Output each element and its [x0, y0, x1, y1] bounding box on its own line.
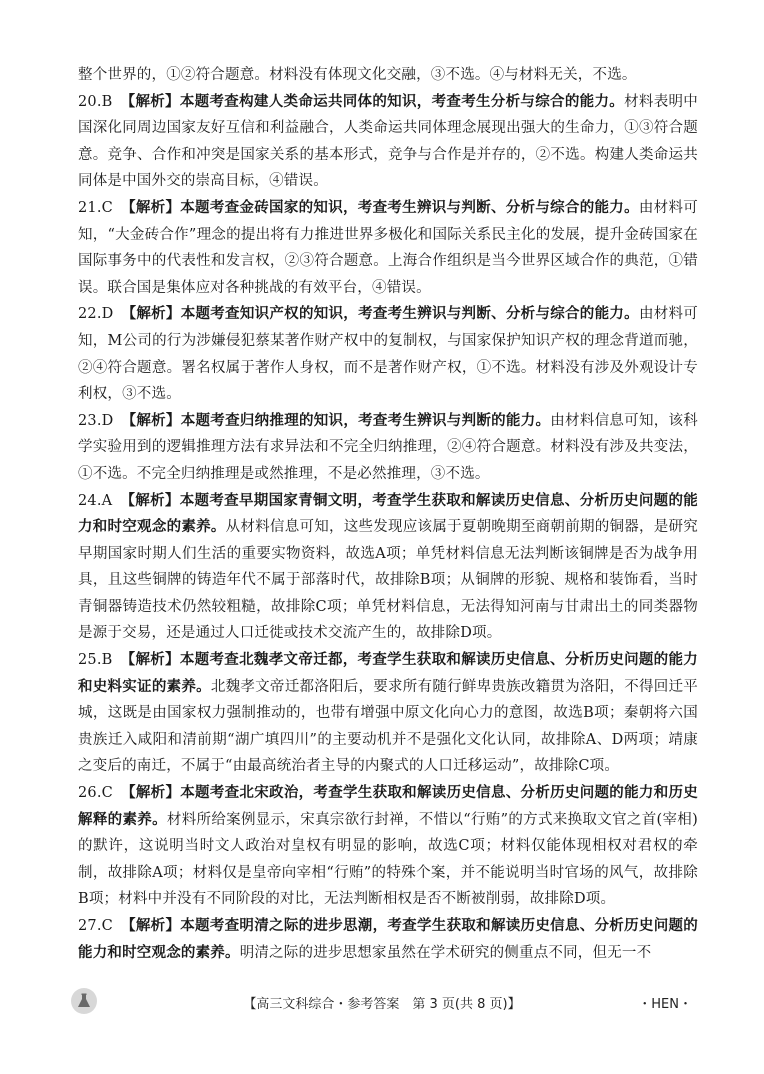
- question-number: 25.: [78, 652, 102, 669]
- analysis-tag: 【解析】: [120, 491, 180, 509]
- answer-letter: C: [101, 918, 113, 934]
- answer-content: [78, 62, 698, 966]
- answer-item: [78, 780, 698, 913]
- answer-letter: A: [101, 492, 113, 509]
- analysis-tag: 【解析】: [120, 917, 181, 934]
- answer-letter: B: [101, 652, 113, 669]
- analysis-detail: 材料表明中国深化同周边国家友好互信和利益融合，人类命运共同体理念展现出强大的生命力，①③符合题意。竞争、合作和冲突是国家关系的基本形式，竞争与合作是并存的，②不选。构建人类命运共同体是中国外交的崇高目标，④错误。: [78, 93, 699, 190]
- analysis-summary: 本题考查明清之际的进步思潮，考查学生获取和解读历史信息、分析历史问题的能力和时空观念的素养。: [78, 917, 698, 961]
- analysis-tag: 【解析】: [120, 651, 180, 669]
- question-number: 23.: [78, 412, 102, 429]
- analysis-detail: 由材料可知，“大金砖合作”理念的提出将有力推进世界多极化和国际关系民主化的发展，提升金砖国家在国际事务中的代表性和发言权，②③符合题意。上海合作组织是当今世界区域合作的典范，①错误。联合国是集体应对各种挑战的有效平台，④错误。: [78, 199, 698, 296]
- analysis-detail: 明清之际的进步思想家虽然在学术研究的侧重点不同，但无一不: [239, 944, 652, 961]
- analysis-summary: 本题考查构建人类命运共同体的知识，考查考生分析与综合的能力。: [179, 92, 625, 110]
- analysis-detail: 北魏孝文帝迁都洛阳后，要求所有随行鲜卑贵族改籍贯为洛阳，不得回迁平城，这既是由国家权力强制推动的，也带有增强中原文化向心力的意图，故选B项；秦朝将六国贵族迁入咸阳和清前期“湖广填四川”的主要动机并不是强化文化认同，故排除A、D两项；靖康之变后的南迁，不属于“由最高统治者主导的内聚式的人口迁移运动”，故排除C项。: [78, 678, 698, 775]
- page-footer: [0, 988, 764, 1028]
- question-number: 26.: [78, 785, 102, 802]
- analysis-summary: 本题考查北宋政治，考查学生获取和解读历史信息、分析历史问题的能力和历史解释的素养。: [78, 784, 698, 828]
- answer-letter: C: [101, 199, 113, 216]
- question-number: 27.: [78, 918, 102, 934]
- answer-item: [78, 195, 698, 301]
- answer-item: [78, 89, 698, 195]
- answer-item: [78, 913, 698, 966]
- analysis-summary: 本题考查归纳推理的知识，考查考生辨识与判断的能力。: [180, 411, 551, 429]
- question-number: 20.: [78, 93, 102, 110]
- question-number: 24.: [78, 492, 102, 509]
- answer-item: [78, 301, 698, 407]
- analysis-detail: 由材料可知，M公司的行为涉嫌侵犯蔡某著作财产权中的复制权，与国家保护知识产权的理念背道而驰，②④符合题意。署名权属于著作人身权，而不是著作财产权，①不选。材料没有涉及外观设计专利权，③不选。: [78, 306, 698, 403]
- answer-item: [78, 488, 698, 648]
- answer-item: [78, 647, 698, 780]
- analysis-tag: 【解析】: [120, 92, 180, 110]
- analysis-detail: 从材料信息可知，这些发现应该属于夏朝晚期至商朝前期的铜器，是研究早期国家时期人们生活的重要实物资料，故选A项；单凭材料信息无法判断该铜牌是否为战争用具，且这些铜牌的铸造年代不属于部落时代，故排除B项；从铜牌的形貌、规格和装饰看，当时青铜器铸造技术仍然较粗糙，故排除C项；单凭材料信息，无法得知河南与甘肃出土的同类器物是源于交易，还是通过人口迁徙或技术交流产生的，故排除D项。: [78, 519, 698, 642]
- answer-letter: B: [101, 93, 113, 110]
- analysis-detail: 由材料信息可知，该科学实验用到的逻辑推理方法有求异法和不完全归纳推理，②④符合题意。材料没有涉及共变法，①不选。不完全归纳推理是或然推理，不是必然推理，③不选。: [78, 412, 699, 482]
- analysis-tag: 【解析】: [121, 411, 181, 429]
- answer-letter: D: [101, 306, 114, 323]
- answer-item: [78, 408, 698, 488]
- analysis-tag: 【解析】: [121, 305, 181, 323]
- analysis-summary: 本题考查金砖国家的知识，考查考生辨识与判断、分析与综合的能力。: [180, 198, 639, 216]
- footer-page-info: 【高三文科综合・参考答案 第 3 页(共 8 页)】: [243, 997, 521, 1012]
- analysis-summary: 本题考查北魏孝文帝迁都，考查学生获取和解读历史信息、分析历史问题的能力和史料实证的素养。: [78, 651, 698, 695]
- question-number: 21.: [78, 199, 102, 216]
- analysis-summary: 本题考查早期国家青铜文明，考查学生获取和解读历史信息、分析历史问题的能力和时空观念的素养。: [78, 491, 698, 536]
- intro-paragraph: 整个世界的，①②符合题意。材料没有体现文化交融，③不选。④与材料无关，不选。: [78, 67, 637, 83]
- analysis-tag: 【解析】: [120, 198, 181, 216]
- analysis-summary: 本题考查知识产权的知识，考查考生辨识与判断、分析与综合的能力。: [180, 305, 639, 323]
- analysis-tag: 【解析】: [120, 784, 181, 802]
- footer-code: ・HEN・: [638, 997, 692, 1012]
- analysis-detail: 材料所给案例显示，宋真宗欲行封禅，不惜以“行贿”的方式来换取文官之首(宰相)的默许，这说明当时文人政治对皇权有明显的影响，故选C项；材料仅能体现相权对君权的牵制，故排除A项；材料仅是皇帝向宰相“行贿”的特殊个案，并不能说明当时官场的风气，故排除B项；材料中并没有不同阶段的对比，无法判断相权是否不断被削弱，故排除D项。: [78, 811, 698, 908]
- answer-letter: D: [101, 412, 114, 429]
- question-number: 22.: [78, 306, 102, 323]
- answer-list: [78, 89, 698, 967]
- answer-letter: C: [101, 785, 113, 802]
